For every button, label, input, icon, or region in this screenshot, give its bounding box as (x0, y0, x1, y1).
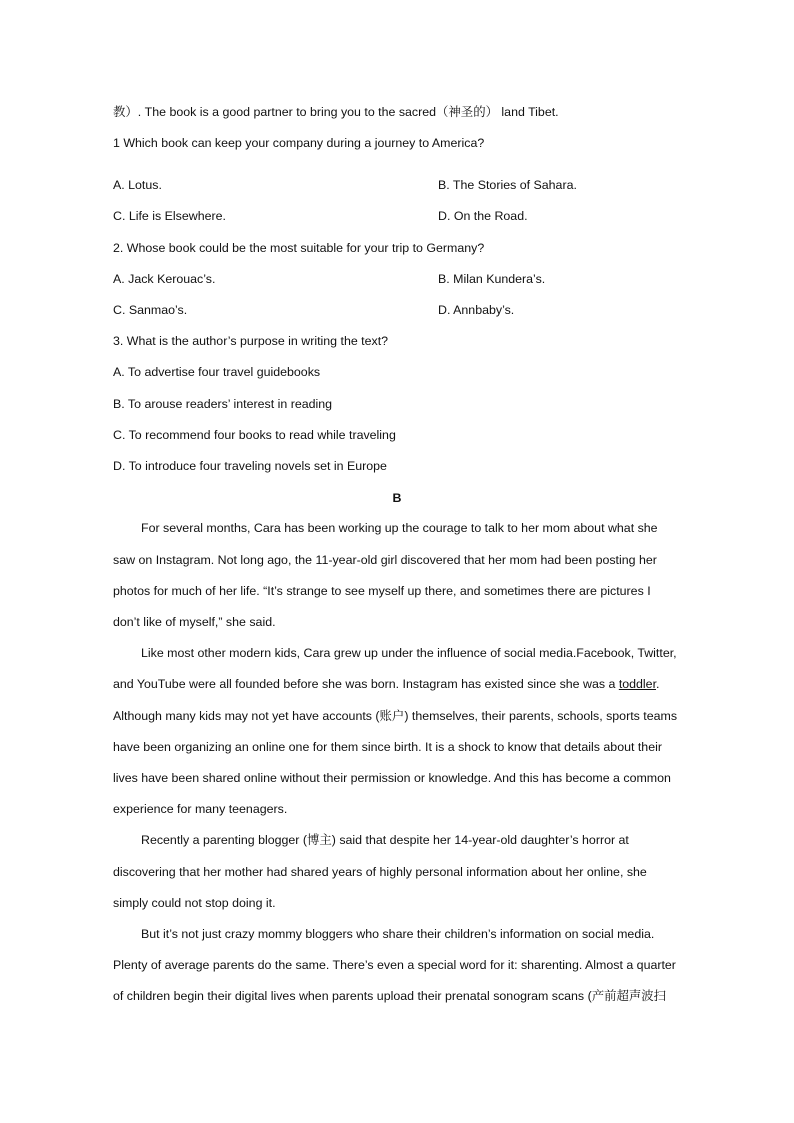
underlined-word-toddler: toddler (618, 677, 657, 691)
q2-option-d: D. Annbaby’s. (438, 303, 515, 317)
passage-line: experience for many teenagers. (113, 802, 288, 816)
question-3-stem: 3. What is the author’s purpose in writing the text? (113, 334, 389, 348)
passage-line: But it’s not just crazy mommy bloggers who share their children’s information on social media. (141, 927, 655, 941)
passage-line: simply could not stop doing it. (113, 896, 276, 910)
q2-option-c: C. Sanmao’s. (113, 303, 188, 317)
section-b-heading: B (392, 491, 402, 505)
question-1-stem: 1 Which book can keep your company during a journey to America? (113, 136, 485, 150)
q2-option-b: B. Milan Kundera’s. (438, 272, 546, 286)
passage-line: saw on Instagram. Not long ago, the 11-year-old girl discovered that her mom had been posting her (113, 553, 657, 567)
passage-line: Recently a parenting blogger (博主) said that despite her 14-year-old daughter’s horror at (141, 833, 629, 847)
passage-text: . (656, 677, 660, 691)
q3-option-b: B. To arouse readers’ interest in reading (113, 397, 333, 411)
passage-line: discovering that her mother had shared years of highly personal information about her online, she (113, 865, 647, 879)
q1-option-d: D. On the Road. (438, 209, 528, 223)
passage-line: photos for much of her life. “It’s strange to see myself up there, and sometimes there are pictures I (113, 584, 651, 598)
passage-line: lives have been shared online without their permission or knowledge. And this has become a common (113, 771, 671, 785)
passage-line (113, 676, 659, 692)
q1-option-a: A. Lotus. (113, 178, 162, 192)
intro-tail-text: 教）. The book is a good partner to bring you to the sacred（神圣的） land Tibet. (113, 105, 559, 119)
passage-line: Although many kids may not yet have accounts (账户) themselves, their parents, schools, sports teams (113, 709, 678, 723)
q1-option-c: C. Life is Elsewhere. (113, 209, 226, 223)
passage-text: and YouTube were all founded before she was born. Instagram has existed since she was a (113, 677, 619, 691)
passage-line: have been organizing an online one for them since birth. It is a shock to know that details about their (113, 740, 662, 754)
q3-option-a: A. To advertise four travel guidebooks (113, 365, 321, 379)
q3-option-d: D. To introduce four traveling novels set in Europe (113, 459, 387, 473)
passage-line: For several months, Cara has been working up the courage to talk to her mom about what she (141, 521, 658, 535)
passage-line: Like most other modern kids, Cara grew up under the influence of social media.Facebook, Twitter, (141, 646, 677, 660)
passage-line: Plenty of average parents do the same. There’s even a special word for it: sharenting. Almost a quarter (113, 958, 676, 972)
passage-line: don’t like of myself,” she said. (113, 615, 276, 629)
q2-option-a: A. Jack Kerouac’s. (113, 272, 216, 286)
q3-option-c: C. To recommend four books to read while traveling (113, 428, 396, 442)
question-2-stem: 2. Whose book could be the most suitable for your trip to Germany? (113, 241, 485, 255)
passage-line: of children begin their digital lives when parents upload their prenatal sonogram scans (产前超声波扫 (113, 989, 667, 1003)
q1-option-b: B. The Stories of Sahara. (438, 178, 577, 192)
